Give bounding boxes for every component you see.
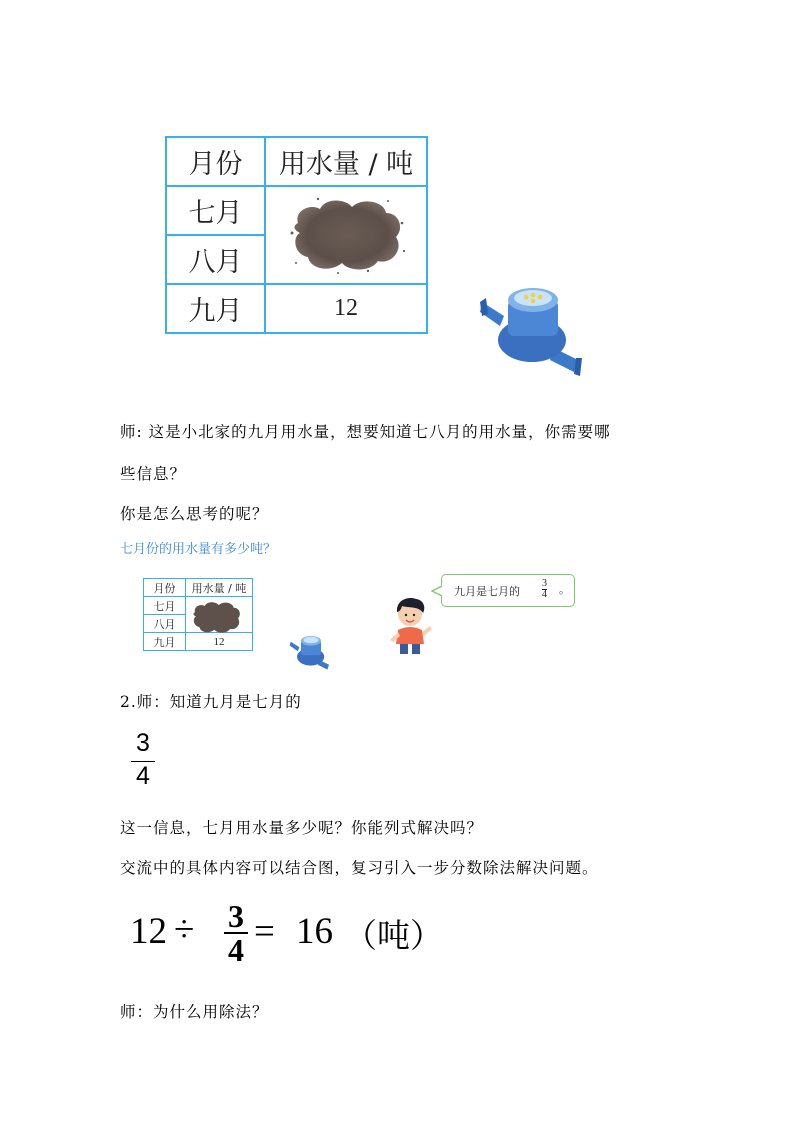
equation-left: 12 [130,911,167,952]
fraction-three-quarters [131,729,155,794]
equation-unit: （吨） [344,916,443,955]
table-cell-value: 12 [186,633,253,651]
fraction-numerator: 3 [228,898,244,934]
table-cell-month: 七月 [144,597,186,615]
ink-blot-cell [265,186,427,284]
table-header-usage: 用水量 / 吨 [265,137,427,186]
paragraph: 些信息？ [120,465,187,483]
water-meter-icon [286,632,336,674]
bubble-tail-icon [431,585,443,597]
fraction-numerator: 3 [136,729,150,757]
equation-divide: ÷ [174,909,195,950]
paragraph: 师：为什么用除法？ [120,1003,269,1021]
fraction-numerator: 3 [542,578,547,589]
ink-blot-icon [190,599,244,635]
paragraph: 交流中的具体内容可以结合图，复习引入一步分数除法解决问题。 [120,859,599,877]
equation-fraction [224,900,248,966]
table-header-month: 月份 [144,579,186,597]
bubble-text: 九月是七月的 [454,585,520,598]
water-meter-icon [478,278,588,383]
table-cell-month: 七月 [166,186,265,235]
paragraph: 你是怎么思考的呢？ [120,505,269,523]
equation-equals: = [254,911,275,952]
water-usage-table [165,136,428,334]
paragraph: 师: 这是小北家的九月用水量，想要知道七八月的用水量，你需要哪 [120,423,611,441]
table-cell-value: 12 [265,284,427,333]
table-header-month: 月份 [166,137,265,186]
ink-blot-cell [186,597,253,633]
paragraph: 2.师：知道九月是七月的 [120,693,302,711]
fraction-denominator: 4 [224,932,248,966]
question-heading: 七月份的用水量有多少吨？ [120,542,277,557]
table-cell-month: 八月 [144,615,186,633]
bubble-end: 。 [559,583,570,596]
small-water-usage-table [143,578,253,651]
fraction-denominator: 4 [131,761,155,791]
table-cell-month: 九月 [144,633,186,651]
paragraph: 这一信息，七月用水量多少呢？你能列式解决吗？ [120,819,484,837]
bubble-fraction [542,579,547,600]
fraction-denominator: 4 [542,589,547,600]
table-cell-month: 八月 [166,235,265,284]
table-cell-month: 九月 [166,284,265,333]
ink-blot-icon [288,193,408,275]
speech-bubble [441,574,575,607]
equation-result: 16 [296,911,333,952]
table-header-usage: 用水量 / 吨 [186,579,253,597]
boy-illustration-icon [386,596,436,656]
